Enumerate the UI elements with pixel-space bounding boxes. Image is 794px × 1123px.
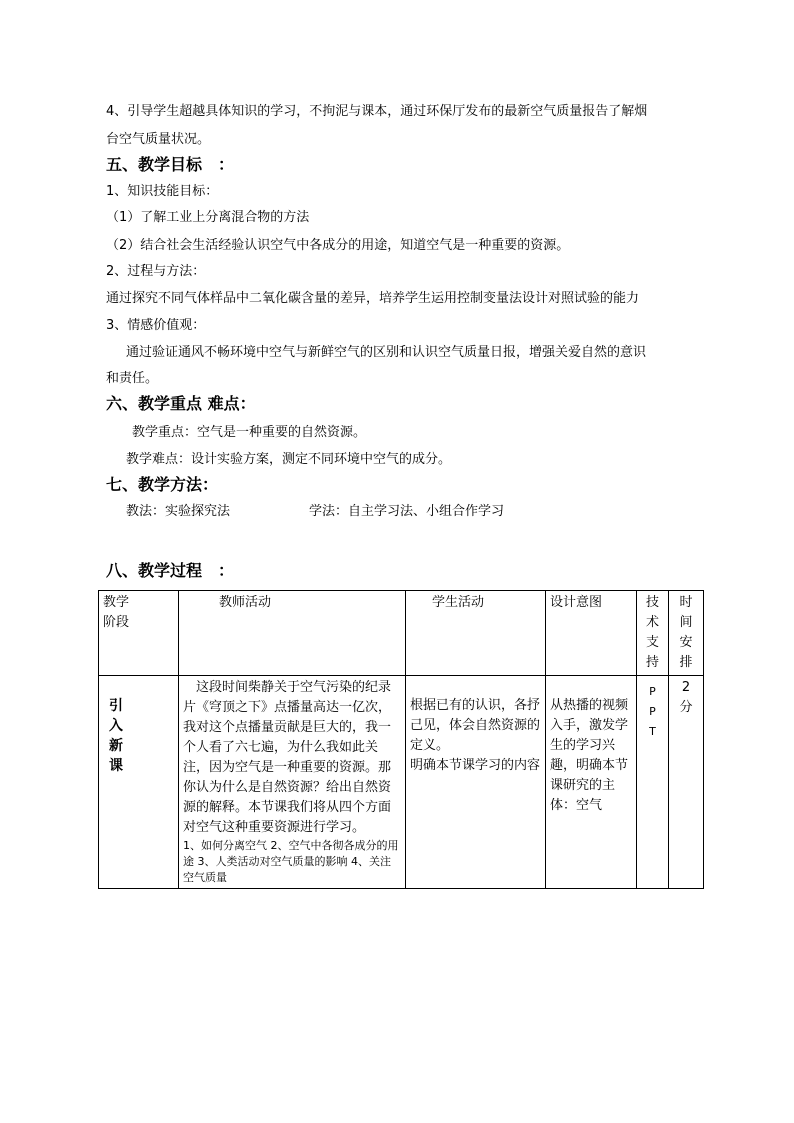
header-time-char: 安 — [679, 635, 693, 650]
teaching-method: 教法：实验探究法 — [126, 504, 231, 519]
key-point: 教学重点：空气是一种重要的自然资源。 — [132, 425, 367, 440]
header-time — [669, 591, 704, 676]
tech-support-cell — [637, 676, 669, 889]
stage-char: 课 — [109, 758, 123, 774]
goal1-title: 1、知识技能目标： — [106, 184, 219, 199]
tech-char: T — [649, 725, 656, 738]
header-time-char: 时 — [679, 595, 693, 610]
stage-char: 新 — [109, 738, 123, 754]
table-row — [99, 676, 704, 889]
header-tech — [637, 591, 669, 676]
teacher-activity-text: 这段时间柴静关于空气污染的纪录片《穹顶之下》点播量高达一亿次，我对这个点播量贡献是巨大的，我一个人看了六七遍，为什么我如此关注，因为空气是一种重要的资源。那你认为什么是自然资源？给出自然资源的解释。本节课我们将从四个方面对空气这种重要资源进行学习。 — [183, 680, 392, 835]
tech-char: P — [649, 705, 656, 718]
teacher-activity-list: 1、如何分离空气 2、空气中各彻各成分的用途 3、人类活动对空气质量的影响 4、关注空气质量 — [183, 839, 399, 884]
time-cell — [669, 676, 704, 889]
section8-heading: 八、教学过程 ： — [106, 561, 235, 580]
goal3-title: 3、情感价值观： — [106, 318, 206, 333]
goal1-b: （2）结合社会生活经验认识空气中各成分的用途，知道空气是一种重要的资源。 — [106, 238, 570, 253]
header-teacher: 教师活动 — [179, 591, 406, 676]
student-activity-b: 明确本节课学习的内容 — [410, 758, 541, 773]
section6-heading: 六、教学重点 难点： — [106, 394, 256, 413]
section7-heading: 七、教学方法： — [106, 475, 219, 494]
time-char: 分 — [679, 700, 693, 715]
stage-cell — [99, 676, 179, 889]
header-design: 设计意图 — [546, 591, 637, 676]
design-intent-cell: 从热播的视频入手，激发学生的学习兴趣，明确本节课研究的主体：空气 — [546, 676, 637, 889]
header-stage-line2: 阶段 — [103, 615, 130, 630]
header-time-char: 排 — [679, 655, 693, 670]
teacher-activity-cell — [179, 676, 406, 889]
table-header-row — [99, 591, 704, 676]
goal1-a: （1）了解工业上分离混合物的方法 — [106, 210, 310, 225]
header-stage — [99, 591, 179, 676]
header-tech-char: 技 — [645, 595, 659, 610]
goal3-line1: 通过验证通风不畅环境中空气与新鲜空气的区别和认识空气质量日报，增强关爱自然的意识 — [126, 345, 647, 360]
goal2-title: 2、过程与方法： — [106, 264, 206, 279]
time-char: 2 — [681, 680, 691, 695]
stage-char: 入 — [109, 718, 123, 734]
item4-line1: 4、引导学生超越具体知识的学习，不拘泥与课本，通过环保厅发布的最新空气质量报告了解烟 — [106, 104, 648, 119]
student-activity-cell — [406, 676, 546, 889]
stage-char: 引 — [109, 698, 123, 714]
header-tech-char: 支 — [645, 635, 659, 650]
tech-char: P — [649, 685, 656, 698]
header-tech-char: 术 — [645, 615, 659, 630]
goal3-line2: 和责任。 — [106, 371, 159, 386]
difficulty: 教学难点：设计实验方案，测定不同环境中空气的成分。 — [126, 452, 452, 467]
item4-line2: 台空气质量状况。 — [106, 132, 211, 147]
header-tech-char: 持 — [645, 655, 659, 670]
teaching-process-table — [98, 590, 704, 889]
student-activity-a: 根据已有的认识，各抒己见，体会自然资源的定义。 — [410, 698, 541, 753]
goal2-text: 通过探究不同气体样品中二氧化碳含量的差异，培养学生运用控制变量法设计对照试验的能力 — [106, 291, 640, 306]
section5-heading: 五、教学目标 ： — [106, 155, 235, 174]
learning-method: 学法：自主学习法、小组合作学习 — [309, 504, 505, 519]
header-stage-line1: 教学 — [103, 595, 130, 610]
header-student: 学生活动 — [406, 591, 546, 676]
header-time-char: 间 — [679, 615, 693, 630]
